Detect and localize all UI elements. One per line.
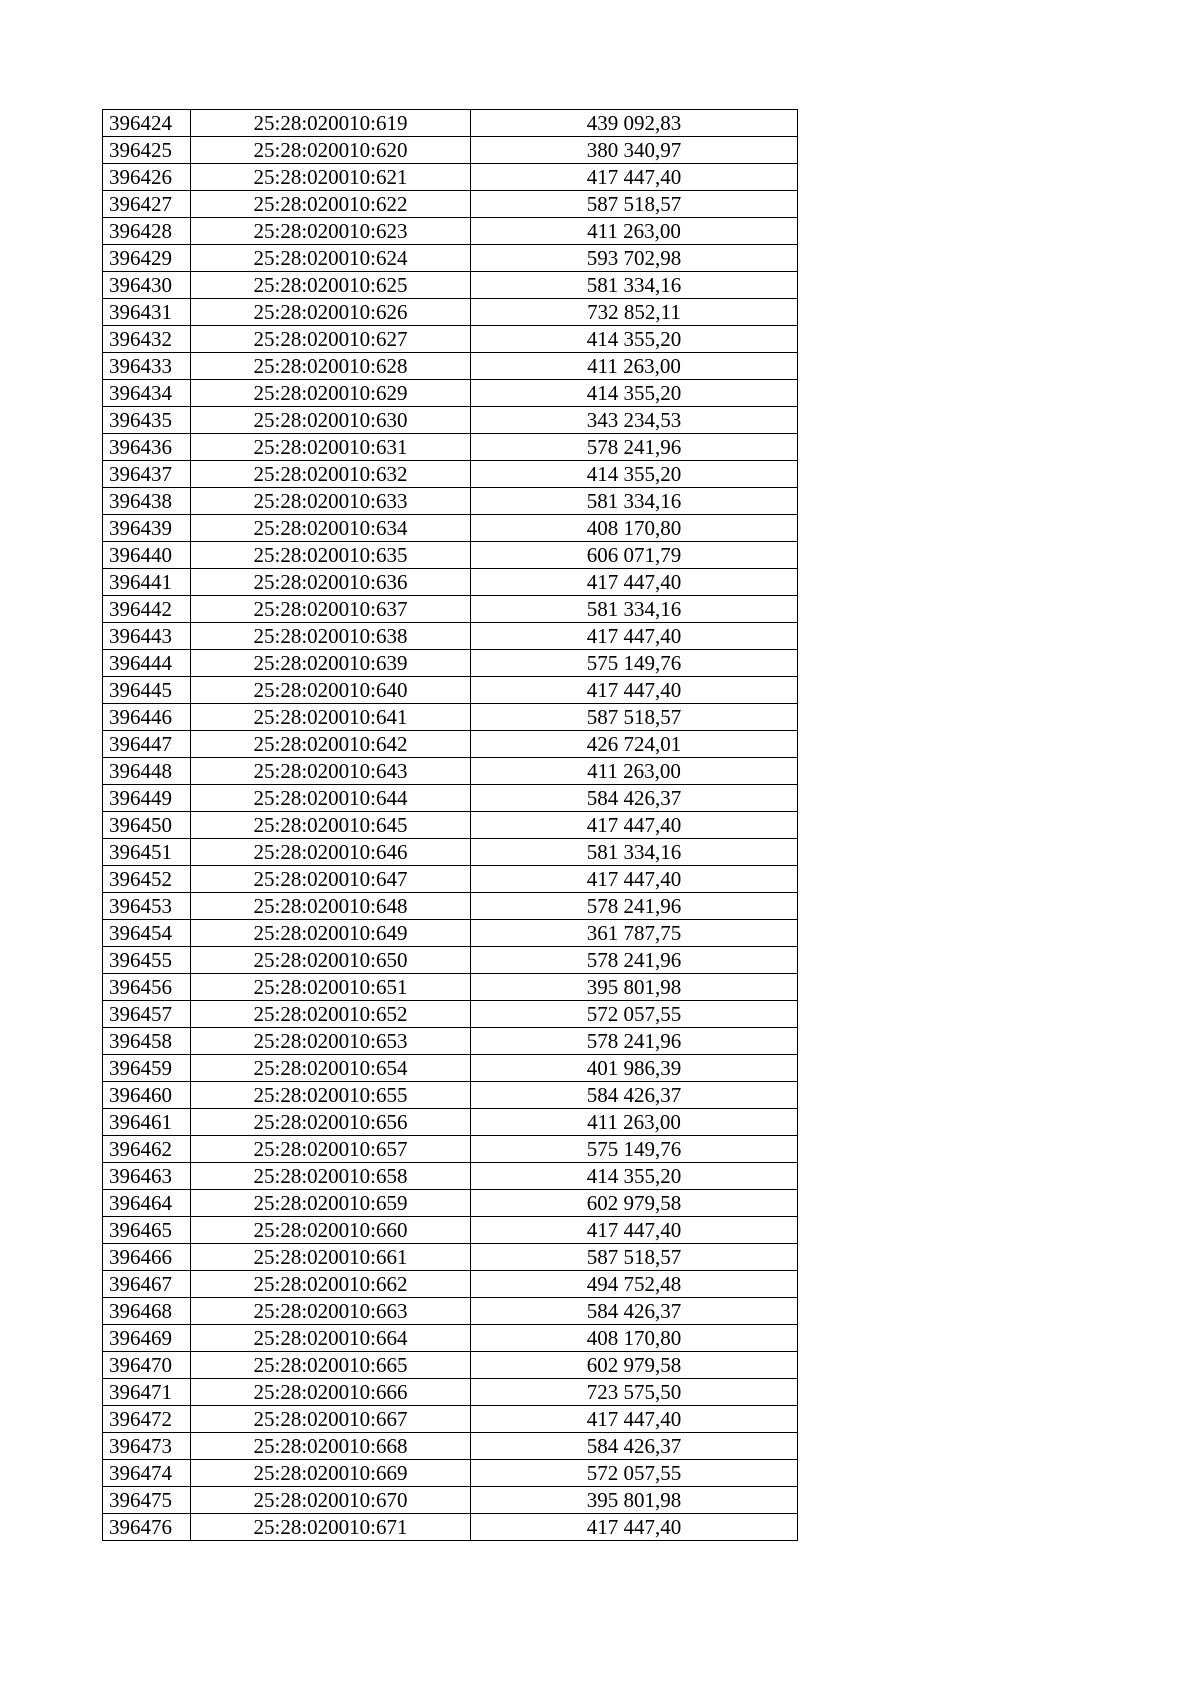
value-cell: 414 355,20 (471, 461, 798, 488)
value-cell: 723 575,50 (471, 1379, 798, 1406)
cadastral-number-cell: 25:28:020010:670 (191, 1487, 471, 1514)
row-number-cell: 396431 (103, 299, 191, 326)
value-cell: 584 426,37 (471, 1433, 798, 1460)
cadastral-number-cell: 25:28:020010:654 (191, 1055, 471, 1082)
cadastral-number-cell: 25:28:020010:633 (191, 488, 471, 515)
row-number-cell: 396450 (103, 812, 191, 839)
cadastral-number-cell: 25:28:020010:650 (191, 947, 471, 974)
cadastral-number-cell: 25:28:020010:638 (191, 623, 471, 650)
row-number-cell: 396449 (103, 785, 191, 812)
table-row (103, 1163, 798, 1190)
row-number-cell: 396475 (103, 1487, 191, 1514)
row-number-cell: 396440 (103, 542, 191, 569)
value-cell: 417 447,40 (471, 164, 798, 191)
value-cell: 408 170,80 (471, 1325, 798, 1352)
cadastral-number-cell: 25:28:020010:666 (191, 1379, 471, 1406)
row-number-cell: 396428 (103, 218, 191, 245)
table-row (103, 461, 798, 488)
table-row (103, 1190, 798, 1217)
cadastral-number-cell: 25:28:020010:665 (191, 1352, 471, 1379)
table-row (103, 1406, 798, 1433)
value-cell: 581 334,16 (471, 488, 798, 515)
value-cell: 578 241,96 (471, 893, 798, 920)
row-number-cell: 396468 (103, 1298, 191, 1325)
cadastral-number-cell: 25:28:020010:629 (191, 380, 471, 407)
value-cell: 578 241,96 (471, 1028, 798, 1055)
value-cell: 417 447,40 (471, 569, 798, 596)
value-cell: 414 355,20 (471, 326, 798, 353)
cadastral-number-cell: 25:28:020010:657 (191, 1136, 471, 1163)
value-cell: 414 355,20 (471, 1163, 798, 1190)
cadastral-number-cell: 25:28:020010:637 (191, 596, 471, 623)
table-row (103, 326, 798, 353)
row-number-cell: 396476 (103, 1514, 191, 1541)
cadastral-number-cell: 25:28:020010:621 (191, 164, 471, 191)
cadastral-number-cell: 25:28:020010:658 (191, 1163, 471, 1190)
cadastral-number-cell: 25:28:020010:619 (191, 110, 471, 137)
row-number-cell: 396442 (103, 596, 191, 623)
cadastral-number-cell: 25:28:020010:648 (191, 893, 471, 920)
table-row (103, 1217, 798, 1244)
value-cell: 575 149,76 (471, 650, 798, 677)
table-row (103, 920, 798, 947)
cadastral-number-cell: 25:28:020010:643 (191, 758, 471, 785)
value-cell: 584 426,37 (471, 1298, 798, 1325)
row-number-cell: 396457 (103, 1001, 191, 1028)
row-number-cell: 396448 (103, 758, 191, 785)
value-cell: 439 092,83 (471, 110, 798, 137)
row-number-cell: 396437 (103, 461, 191, 488)
table-body (103, 110, 798, 1541)
value-cell: 494 752,48 (471, 1271, 798, 1298)
value-cell: 581 334,16 (471, 596, 798, 623)
cadastral-number-cell: 25:28:020010:641 (191, 704, 471, 731)
table-row (103, 1055, 798, 1082)
row-number-cell: 396473 (103, 1433, 191, 1460)
table-row (103, 542, 798, 569)
cadastral-number-cell: 25:28:020010:623 (191, 218, 471, 245)
row-number-cell: 396425 (103, 137, 191, 164)
row-number-cell: 396466 (103, 1244, 191, 1271)
value-cell: 417 447,40 (471, 1514, 798, 1541)
value-cell: 408 170,80 (471, 515, 798, 542)
value-cell: 417 447,40 (471, 866, 798, 893)
table-row (103, 758, 798, 785)
value-cell: 426 724,01 (471, 731, 798, 758)
row-number-cell: 396463 (103, 1163, 191, 1190)
cadastral-number-cell: 25:28:020010:656 (191, 1109, 471, 1136)
table-row (103, 974, 798, 1001)
cadastral-number-cell: 25:28:020010:647 (191, 866, 471, 893)
table-row (103, 677, 798, 704)
value-cell: 572 057,55 (471, 1001, 798, 1028)
row-number-cell: 396460 (103, 1082, 191, 1109)
table-row (103, 299, 798, 326)
value-cell: 414 355,20 (471, 380, 798, 407)
cadastral-number-cell: 25:28:020010:625 (191, 272, 471, 299)
row-number-cell: 396470 (103, 1352, 191, 1379)
cadastral-number-cell: 25:28:020010:631 (191, 434, 471, 461)
table-row (103, 947, 798, 974)
row-number-cell: 396438 (103, 488, 191, 515)
cadastral-number-cell: 25:28:020010:660 (191, 1217, 471, 1244)
row-number-cell: 396452 (103, 866, 191, 893)
row-number-cell: 396447 (103, 731, 191, 758)
cadastral-number-cell: 25:28:020010:663 (191, 1298, 471, 1325)
row-number-cell: 396434 (103, 380, 191, 407)
value-cell: 602 979,58 (471, 1352, 798, 1379)
cadastral-number-cell: 25:28:020010:630 (191, 407, 471, 434)
cadastral-value-table (102, 109, 798, 1541)
table-row (103, 407, 798, 434)
cadastral-number-cell: 25:28:020010:659 (191, 1190, 471, 1217)
table-row (103, 434, 798, 461)
table-row (103, 1028, 798, 1055)
row-number-cell: 396464 (103, 1190, 191, 1217)
cadastral-number-cell: 25:28:020010:671 (191, 1514, 471, 1541)
row-number-cell: 396451 (103, 839, 191, 866)
value-cell: 411 263,00 (471, 218, 798, 245)
table-row (103, 704, 798, 731)
value-cell: 578 241,96 (471, 434, 798, 461)
table-row (103, 1460, 798, 1487)
row-number-cell: 396432 (103, 326, 191, 353)
table-row (103, 596, 798, 623)
table-row (103, 353, 798, 380)
cadastral-number-cell: 25:28:020010:652 (191, 1001, 471, 1028)
cadastral-number-cell: 25:28:020010:626 (191, 299, 471, 326)
row-number-cell: 396446 (103, 704, 191, 731)
row-number-cell: 396441 (103, 569, 191, 596)
value-cell: 417 447,40 (471, 812, 798, 839)
row-number-cell: 396474 (103, 1460, 191, 1487)
cadastral-number-cell: 25:28:020010:651 (191, 974, 471, 1001)
cadastral-number-cell: 25:28:020010:622 (191, 191, 471, 218)
cadastral-number-cell: 25:28:020010:639 (191, 650, 471, 677)
table-row (103, 812, 798, 839)
cadastral-number-cell: 25:28:020010:628 (191, 353, 471, 380)
row-number-cell: 396426 (103, 164, 191, 191)
value-cell: 395 801,98 (471, 974, 798, 1001)
table-row (103, 1514, 798, 1541)
row-number-cell: 396429 (103, 245, 191, 272)
table-row (103, 515, 798, 542)
row-number-cell: 396456 (103, 974, 191, 1001)
value-cell: 343 234,53 (471, 407, 798, 434)
row-number-cell: 396445 (103, 677, 191, 704)
value-cell: 584 426,37 (471, 785, 798, 812)
table-row (103, 488, 798, 515)
row-number-cell: 396472 (103, 1406, 191, 1433)
value-cell: 417 447,40 (471, 623, 798, 650)
row-number-cell: 396455 (103, 947, 191, 974)
cadastral-number-cell: 25:28:020010:646 (191, 839, 471, 866)
table-row (103, 1136, 798, 1163)
table-row (103, 1298, 798, 1325)
table-row (103, 569, 798, 596)
row-number-cell: 396471 (103, 1379, 191, 1406)
table-row (103, 650, 798, 677)
cadastral-number-cell: 25:28:020010:640 (191, 677, 471, 704)
row-number-cell: 396443 (103, 623, 191, 650)
table-row (103, 1433, 798, 1460)
table-row (103, 1379, 798, 1406)
cadastral-number-cell: 25:28:020010:624 (191, 245, 471, 272)
cadastral-number-cell: 25:28:020010:655 (191, 1082, 471, 1109)
row-number-cell: 396465 (103, 1217, 191, 1244)
row-number-cell: 396444 (103, 650, 191, 677)
value-cell: 411 263,00 (471, 758, 798, 785)
cadastral-number-cell: 25:28:020010:653 (191, 1028, 471, 1055)
row-number-cell: 396433 (103, 353, 191, 380)
value-cell: 411 263,00 (471, 1109, 798, 1136)
value-cell: 606 071,79 (471, 542, 798, 569)
table-row (103, 380, 798, 407)
table-row (103, 1487, 798, 1514)
cadastral-number-cell: 25:28:020010:662 (191, 1271, 471, 1298)
cadastral-number-cell: 25:28:020010:632 (191, 461, 471, 488)
table-row (103, 1325, 798, 1352)
row-number-cell: 396469 (103, 1325, 191, 1352)
value-cell: 411 263,00 (471, 353, 798, 380)
value-cell: 602 979,58 (471, 1190, 798, 1217)
cadastral-number-cell: 25:28:020010:645 (191, 812, 471, 839)
cadastral-number-cell: 25:28:020010:644 (191, 785, 471, 812)
cadastral-number-cell: 25:28:020010:667 (191, 1406, 471, 1433)
table-row (103, 110, 798, 137)
value-cell: 417 447,40 (471, 1217, 798, 1244)
value-cell: 587 518,57 (471, 704, 798, 731)
row-number-cell: 396430 (103, 272, 191, 299)
value-cell: 587 518,57 (471, 1244, 798, 1271)
value-cell: 417 447,40 (471, 1406, 798, 1433)
cadastral-number-cell: 25:28:020010:642 (191, 731, 471, 758)
value-cell: 361 787,75 (471, 920, 798, 947)
table-row (103, 137, 798, 164)
table-row (103, 1244, 798, 1271)
row-number-cell: 396436 (103, 434, 191, 461)
table-row (103, 218, 798, 245)
table-row (103, 191, 798, 218)
value-cell: 593 702,98 (471, 245, 798, 272)
table-row (103, 839, 798, 866)
cadastral-number-cell: 25:28:020010:664 (191, 1325, 471, 1352)
cadastral-number-cell: 25:28:020010:669 (191, 1460, 471, 1487)
value-cell: 401 986,39 (471, 1055, 798, 1082)
cadastral-number-cell: 25:28:020010:635 (191, 542, 471, 569)
row-number-cell: 396462 (103, 1136, 191, 1163)
table-row (103, 1082, 798, 1109)
row-number-cell: 396424 (103, 110, 191, 137)
table-row (103, 1001, 798, 1028)
table-row (103, 1109, 798, 1136)
value-cell: 584 426,37 (471, 1082, 798, 1109)
cadastral-number-cell: 25:28:020010:668 (191, 1433, 471, 1460)
row-number-cell: 396454 (103, 920, 191, 947)
table-row (103, 272, 798, 299)
table-row (103, 893, 798, 920)
table-row (103, 785, 798, 812)
table-row (103, 1271, 798, 1298)
value-cell: 581 334,16 (471, 272, 798, 299)
cadastral-number-cell: 25:28:020010:620 (191, 137, 471, 164)
table-row (103, 866, 798, 893)
value-cell: 587 518,57 (471, 191, 798, 218)
row-number-cell: 396439 (103, 515, 191, 542)
cadastral-number-cell: 25:28:020010:649 (191, 920, 471, 947)
row-number-cell: 396453 (103, 893, 191, 920)
cadastral-number-cell: 25:28:020010:634 (191, 515, 471, 542)
cadastral-number-cell: 25:28:020010:627 (191, 326, 471, 353)
row-number-cell: 396467 (103, 1271, 191, 1298)
table-row (103, 164, 798, 191)
table-row (103, 1352, 798, 1379)
table-row (103, 245, 798, 272)
cadastral-number-cell: 25:28:020010:661 (191, 1244, 471, 1271)
value-cell: 395 801,98 (471, 1487, 798, 1514)
table-row (103, 623, 798, 650)
value-cell: 581 334,16 (471, 839, 798, 866)
value-cell: 732 852,11 (471, 299, 798, 326)
row-number-cell: 396427 (103, 191, 191, 218)
row-number-cell: 396458 (103, 1028, 191, 1055)
value-cell: 417 447,40 (471, 677, 798, 704)
value-cell: 380 340,97 (471, 137, 798, 164)
row-number-cell: 396461 (103, 1109, 191, 1136)
table-row (103, 731, 798, 758)
value-cell: 572 057,55 (471, 1460, 798, 1487)
row-number-cell: 396459 (103, 1055, 191, 1082)
cadastral-number-cell: 25:28:020010:636 (191, 569, 471, 596)
value-cell: 578 241,96 (471, 947, 798, 974)
value-cell: 575 149,76 (471, 1136, 798, 1163)
row-number-cell: 396435 (103, 407, 191, 434)
